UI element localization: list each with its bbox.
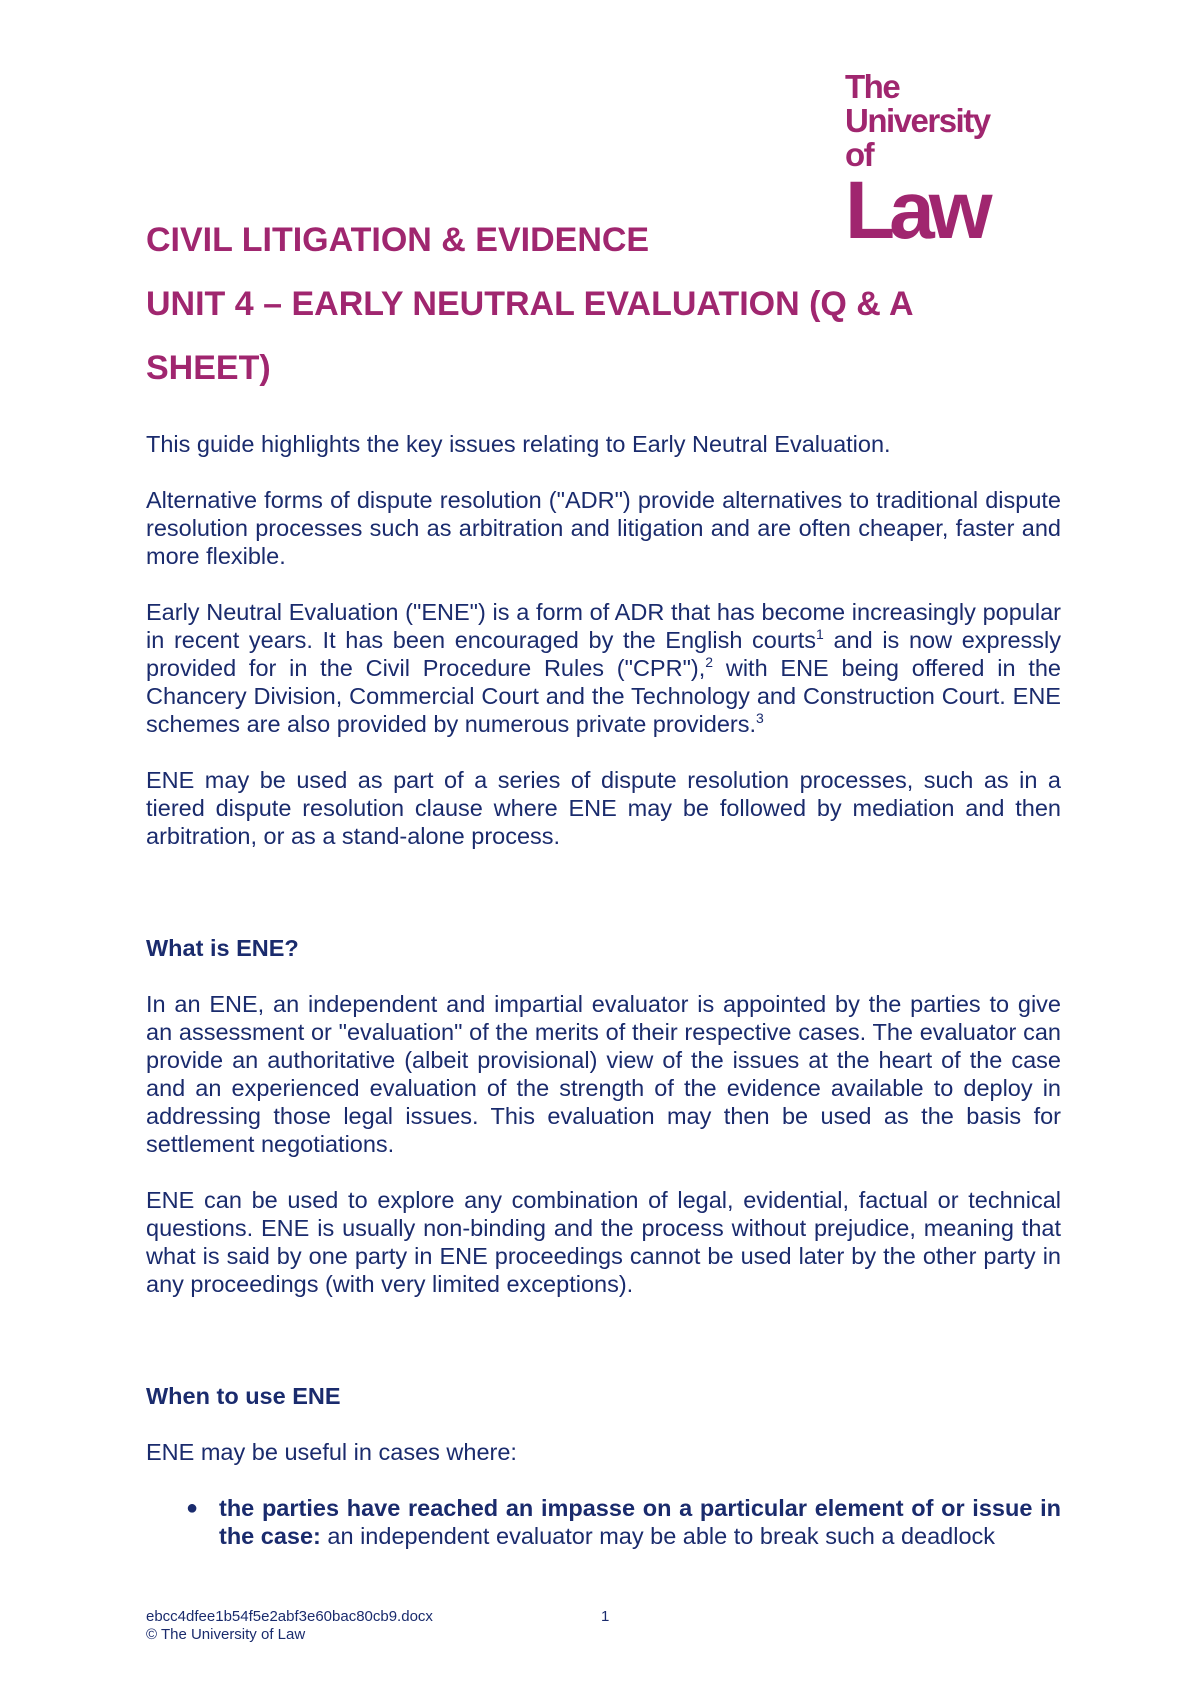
bullet-bold-text: the parties have reached an impasse on a particular element of or issue in the case:: [219, 1495, 1061, 1549]
intro-paragraph-1: This guide highlights the key issues relating to Early Neutral Evaluation.: [146, 431, 891, 457]
document-titles: [146, 208, 1076, 400]
footnote-ref-2[interactable]: 2: [705, 654, 714, 670]
intro-paragraph-3: [146, 598, 1061, 738]
intro-paragraph-2: Alternative forms of dispute resolution ("ADR") provide alternatives to traditional dispute resolution processes such as arbitration and litigation and are often cheaper, faster and more flexible.: [146, 487, 1061, 569]
what-paragraph-2: ENE can be used to explore any combination of legal, evidential, factual or technical questions. ENE is usually non-binding and the process without prejudice, meaning that what is said by one party in ENE proceedings cannot be used later by the other party in any proceedings (with very limited exceptions).: [146, 1187, 1061, 1297]
what-paragraph-1: In an ENE, an independent and impartial evaluator is appointed by the parties to give an assessment or "evaluation" of the merits of their respective cases. The evaluator can provide an authoritative (albeit provisional) view of the issues at the heart of the case and an experienced evaluation of the strength of the evidence available to deploy in addressing those legal issues. This evaluation may then be used as the basis for settlement negotiations.: [146, 991, 1061, 1157]
intro-p3-text-c: with ENE being offered in the Chancery Division, Commercial Court and the Technology and Construction Court. ENE schemes are also provided by numerous private providers.: [146, 655, 1061, 737]
list-item: [146, 1494, 1061, 1550]
when-intro: ENE may be useful in cases where:: [146, 1439, 517, 1465]
bullet-icon: ●: [186, 1497, 199, 1519]
university-logo: [845, 68, 1025, 256]
footer-copyright: © The University of Law: [146, 1626, 306, 1643]
footnote-ref-1[interactable]: 1: [816, 626, 824, 642]
document-subtitle-line1: UNIT 4 – EARLY NEUTRAL EVALUATION (Q & A: [146, 285, 914, 323]
document-title: CIVIL LITIGATION & EVIDENCE: [146, 221, 650, 259]
document-body: [146, 430, 1061, 1550]
spacer: [146, 1326, 1061, 1382]
when-bullet-list: [146, 1494, 1061, 1550]
document-subtitle-line2: SHEET): [146, 349, 271, 387]
logo-line-the: The: [845, 68, 900, 105]
section-heading-when-to-use-ene: When to use ENE: [146, 1383, 341, 1409]
page-footer: [146, 1608, 746, 1644]
bullet-text: an independent evaluator may be able to break such a deadlock: [320, 1523, 996, 1549]
intro-p3-text-b: and is now expressly provided for in the Civil Procedure Rules ("CPR"),: [146, 627, 1061, 681]
footer-filename: ebcc4dfee1b54f5e2abf3e60bac80cb9.docx: [146, 1608, 433, 1625]
page-number: 1: [601, 1608, 610, 1625]
intro-paragraph-4: ENE may be used as part of a series of dispute resolution processes, such as in a tiered dispute resolution clause where ENE may be followed by mediation and then arbitration, or as a stand-alone process.: [146, 767, 1061, 849]
spacer: [146, 878, 1061, 934]
logo-line-university-of: University of: [845, 102, 990, 173]
section-heading-what-is-ene: What is ENE?: [146, 935, 299, 961]
intro-p3-text-a: Early Neutral Evaluation ("ENE") is a form of ADR that has become increasingly popular in recent years. It has been encouraged by the English courts: [146, 599, 1061, 653]
footnote-ref-3[interactable]: 3: [756, 710, 764, 726]
logo-line-law: Law: [845, 165, 987, 256]
